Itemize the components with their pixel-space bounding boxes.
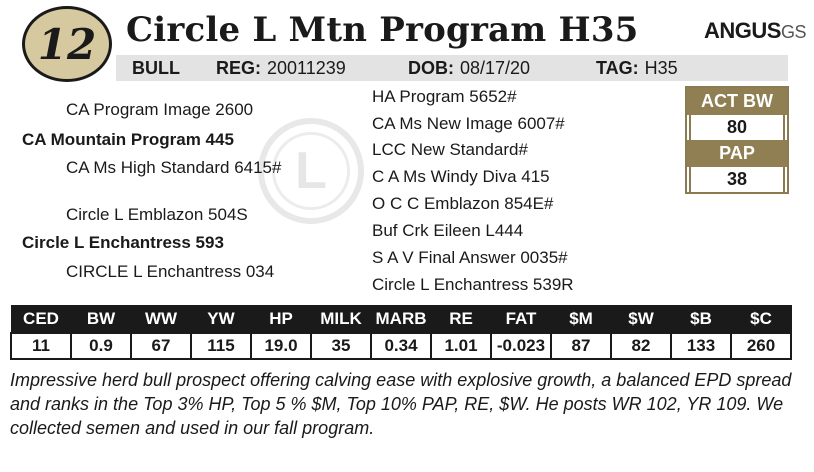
info-bar xyxy=(116,55,788,81)
dam-sire: Circle L Emblazon 504S xyxy=(66,205,248,224)
angus-gs-logo xyxy=(704,18,806,44)
tag xyxy=(596,58,678,79)
pedigree-right-item: O C C Emblazon 854E# xyxy=(372,194,554,213)
reg-value: 20011239 xyxy=(267,57,346,78)
brand-suffix: GS xyxy=(780,22,806,42)
epd-header: MILK xyxy=(311,306,371,334)
act-bw-label: ACT BW xyxy=(687,88,787,115)
pedigree-right-item: LCC New Standard# xyxy=(372,140,528,159)
act-bw-value: 80 xyxy=(689,115,785,140)
epd-value: -0.023 xyxy=(491,333,551,359)
epd-header: RE xyxy=(431,306,491,334)
sire: CA Mountain Program 445 xyxy=(22,130,234,149)
reg-label: REG: xyxy=(216,57,261,78)
pedigree-right-item: C A Ms Windy Diva 415 xyxy=(372,167,550,186)
epd-header: $W xyxy=(611,306,671,334)
brand-main: ANGUS xyxy=(704,18,781,43)
epd-header: CED xyxy=(11,306,71,334)
epd-value: 11 xyxy=(11,333,71,359)
animal-name: Circle L Mtn Program H35 xyxy=(126,10,639,50)
sire-dam: CA Ms High Standard 6415# xyxy=(66,158,282,177)
watermark-letter: L xyxy=(295,142,327,200)
watermark-inner-ring xyxy=(272,132,350,210)
epd-header: BW xyxy=(71,306,131,334)
epd-header: FAT xyxy=(491,306,551,334)
lot-number-badge xyxy=(22,6,112,82)
tag-label: TAG: xyxy=(596,57,639,78)
epd-header: $M xyxy=(551,306,611,334)
epd-value: 260 xyxy=(731,333,791,359)
sire-sire: CA Program Image 2600 xyxy=(66,100,254,119)
epd-value-row xyxy=(11,333,791,359)
epd-value: 1.01 xyxy=(431,333,491,359)
epd-value: 0.9 xyxy=(71,333,131,359)
lot-description: Impressive herd bull prospect offering calving ease with explosive growth, a balanced EPD spread and ranks in the Top 3% HP, Top 5 % $M, Top 10% PAP, RE, $W. He posts WR 102, YR 109. We collected semen and used in our fall program. xyxy=(10,370,792,438)
lot-number: 12 xyxy=(37,19,97,69)
epd-value: 19.0 xyxy=(251,333,311,359)
epd-value: 67 xyxy=(131,333,191,359)
dam-dam: CIRCLE L Enchantress 034 xyxy=(66,262,275,281)
birth-date xyxy=(408,58,530,79)
epd-value: 82 xyxy=(611,333,671,359)
epd-value: 0.34 xyxy=(371,333,431,359)
epd-value: 87 xyxy=(551,333,611,359)
dob-label: DOB: xyxy=(408,57,454,78)
epd-value: 133 xyxy=(671,333,731,359)
tag-value: H35 xyxy=(644,57,678,78)
epd-header: HP xyxy=(251,306,311,334)
epd-header: WW xyxy=(131,306,191,334)
epd-table xyxy=(10,305,792,360)
epd-header: $B xyxy=(671,306,731,334)
epd-header: MARB xyxy=(371,306,431,334)
epd-value: 115 xyxy=(191,333,251,359)
pap-label: PAP xyxy=(687,140,787,167)
pedigree-right-item: S A V Final Answer 0035# xyxy=(372,248,568,267)
pedigree-right-item: Circle L Enchantress 539R xyxy=(372,275,574,294)
pedigree-right-item: Buf Crk Eileen L444 xyxy=(372,221,524,240)
epd-header: $C xyxy=(731,306,791,334)
epd-header-row xyxy=(11,306,791,334)
dob-value: 08/17/20 xyxy=(460,57,531,78)
pedigree-right-item: HA Program 5652# xyxy=(372,87,517,106)
pedigree-right-item: CA Ms New Image 6007# xyxy=(372,114,565,133)
animal-type: BULL xyxy=(132,57,180,78)
birth-weight-box xyxy=(685,86,789,194)
pap-value: 38 xyxy=(689,167,785,192)
registration xyxy=(216,58,346,79)
dam: Circle L Enchantress 593 xyxy=(22,233,224,252)
epd-value: 35 xyxy=(311,333,371,359)
epd-header: YW xyxy=(191,306,251,334)
